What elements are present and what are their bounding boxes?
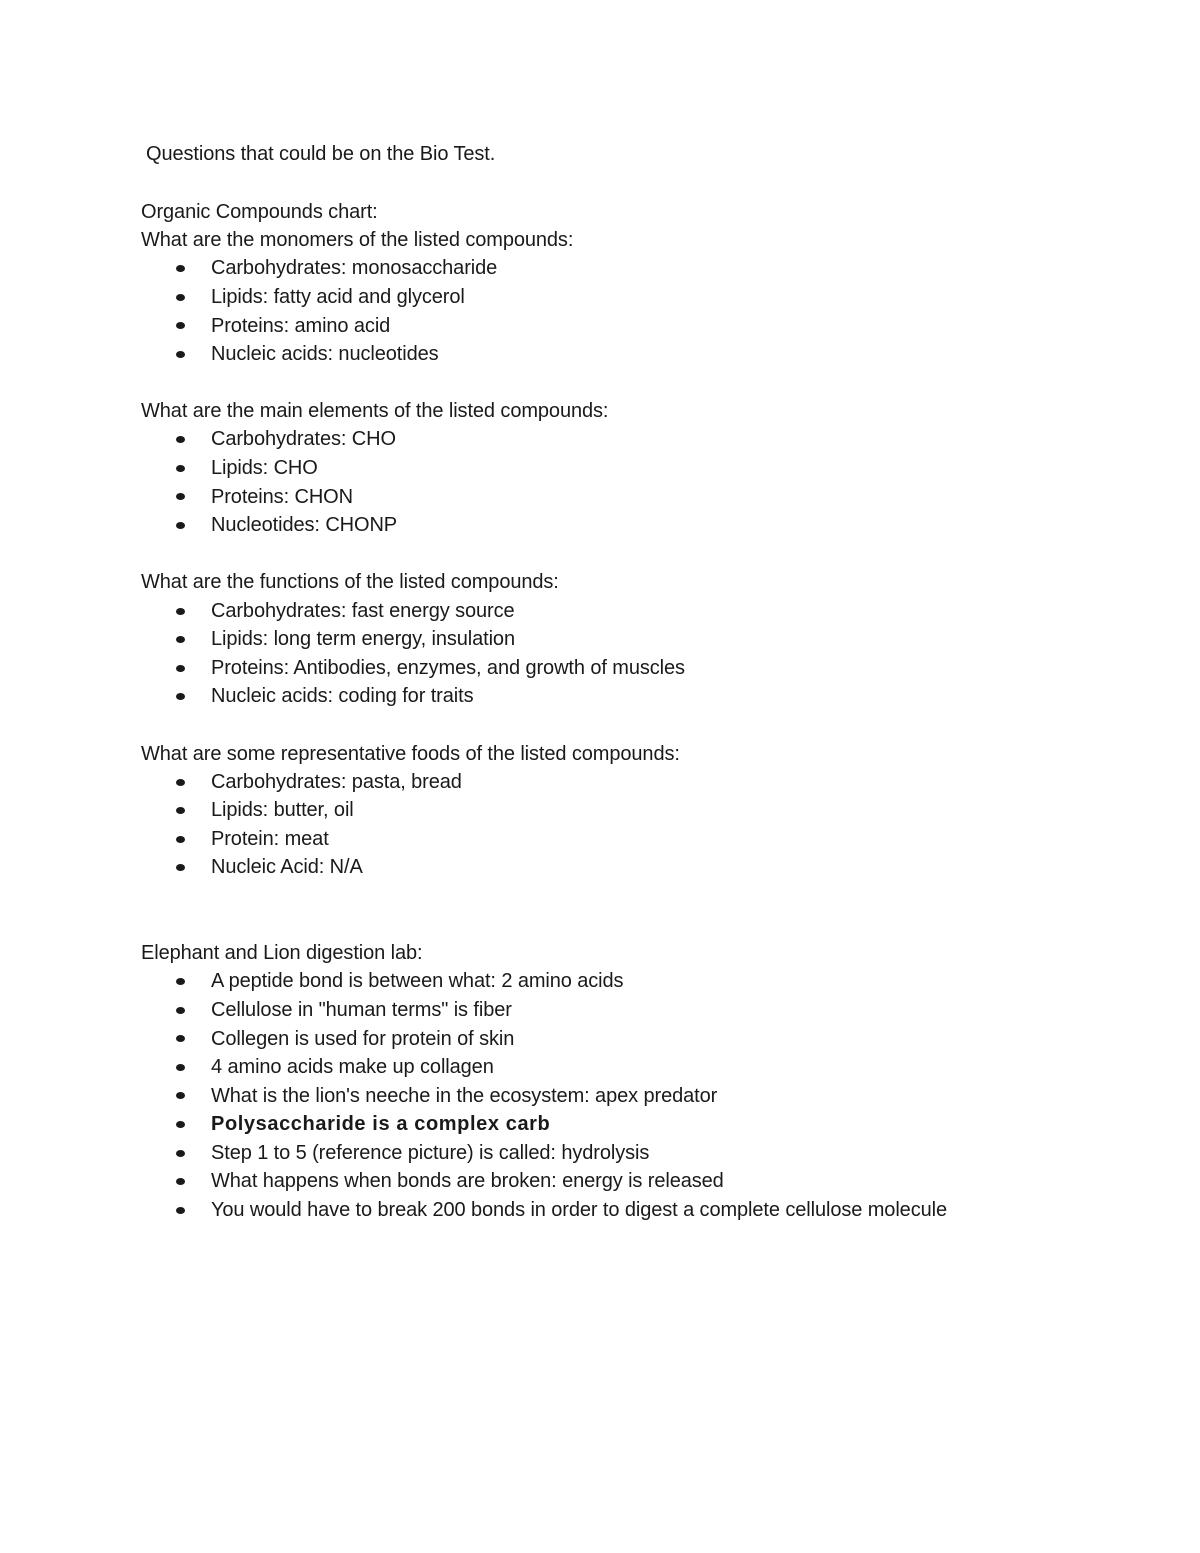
- list-item: Nucleic acids: coding for traits: [211, 685, 474, 707]
- question-representative-foods: What are some representative foods of the listed compounds:: [141, 743, 680, 765]
- bullet-icon: [176, 636, 185, 643]
- list-item: What happens when bonds are broken: energy is released: [211, 1170, 724, 1192]
- list-item: Lipids: long term energy, insulation: [211, 628, 515, 650]
- bullet-icon: [176, 1007, 185, 1014]
- bullet-icon: [176, 436, 185, 443]
- list-item: Lipids: fatty acid and glycerol: [211, 286, 465, 308]
- bullet-icon: [176, 1150, 185, 1157]
- bullet-icon: [176, 322, 185, 329]
- list-item: A peptide bond is between what: 2 amino acids: [211, 970, 624, 992]
- list-item: Carbohydrates: CHO: [211, 428, 396, 450]
- list-item: Proteins: Antibodies, enzymes, and growth of muscles: [211, 657, 685, 679]
- bullet-icon: [176, 351, 185, 358]
- bullet-icon: [176, 294, 185, 301]
- list-item: Proteins: amino acid: [211, 315, 391, 337]
- section-heading-organic-compounds: Organic Compounds chart:: [141, 201, 378, 223]
- list-item: Nucleotides: CHONP: [211, 514, 398, 536]
- bullet-icon: [176, 1178, 185, 1185]
- bullet-icon: [176, 864, 185, 871]
- bullet-icon: [176, 807, 185, 814]
- list-item: Carbohydrates: fast energy source: [211, 600, 515, 622]
- list-item: Lipids: butter, oil: [211, 799, 354, 821]
- bullet-icon: [176, 1035, 185, 1042]
- list-item: You would have to break 200 bonds in order to digest a complete cellulose molecule: [211, 1199, 947, 1221]
- bullet-icon: [176, 265, 185, 272]
- question-functions: What are the functions of the listed compounds:: [141, 571, 559, 593]
- question-main-elements: What are the main elements of the listed compounds:: [141, 400, 609, 422]
- bullet-icon: [176, 1064, 185, 1071]
- section-heading-digestion-lab: Elephant and Lion digestion lab:: [141, 942, 423, 964]
- bullet-icon: [176, 608, 185, 615]
- list-item: Step 1 to 5 (reference picture) is called: hydrolysis: [211, 1142, 650, 1164]
- bullet-icon: [176, 1092, 185, 1099]
- bullet-icon: [176, 665, 185, 672]
- question-monomers: What are the monomers of the listed compounds:: [141, 229, 574, 251]
- list-item: Carbohydrates: pasta, bread: [211, 771, 462, 793]
- bullet-icon: [176, 779, 185, 786]
- list-item: 4 amino acids make up collagen: [211, 1056, 494, 1078]
- list-item: What is the lion's neeche in the ecosystem: apex predator: [211, 1085, 718, 1107]
- list-item: Lipids: CHO: [211, 457, 318, 479]
- bullet-icon: [176, 465, 185, 472]
- list-item-bold: Polysaccharide is a complex carb: [211, 1113, 551, 1135]
- list-item: Cellulose in "human terms" is fiber: [211, 999, 512, 1021]
- bullet-icon: [176, 693, 185, 700]
- list-item: Carbohydrates: monosaccharide: [211, 257, 498, 279]
- bullet-icon: [176, 522, 185, 529]
- list-item: Protein: meat: [211, 828, 329, 850]
- list-item: Proteins: CHON: [211, 486, 353, 508]
- list-item: Nucleic acids: nucleotides: [211, 343, 439, 365]
- bullet-icon: [176, 978, 185, 985]
- document-title: Questions that could be on the Bio Test.: [146, 143, 496, 165]
- bullet-icon: [176, 1121, 185, 1128]
- list-item: Collegen is used for protein of skin: [211, 1028, 515, 1050]
- bullet-icon: [176, 493, 185, 500]
- list-item: Nucleic Acid: N/A: [211, 856, 363, 878]
- bullet-icon: [176, 836, 185, 843]
- bullet-icon: [176, 1207, 185, 1214]
